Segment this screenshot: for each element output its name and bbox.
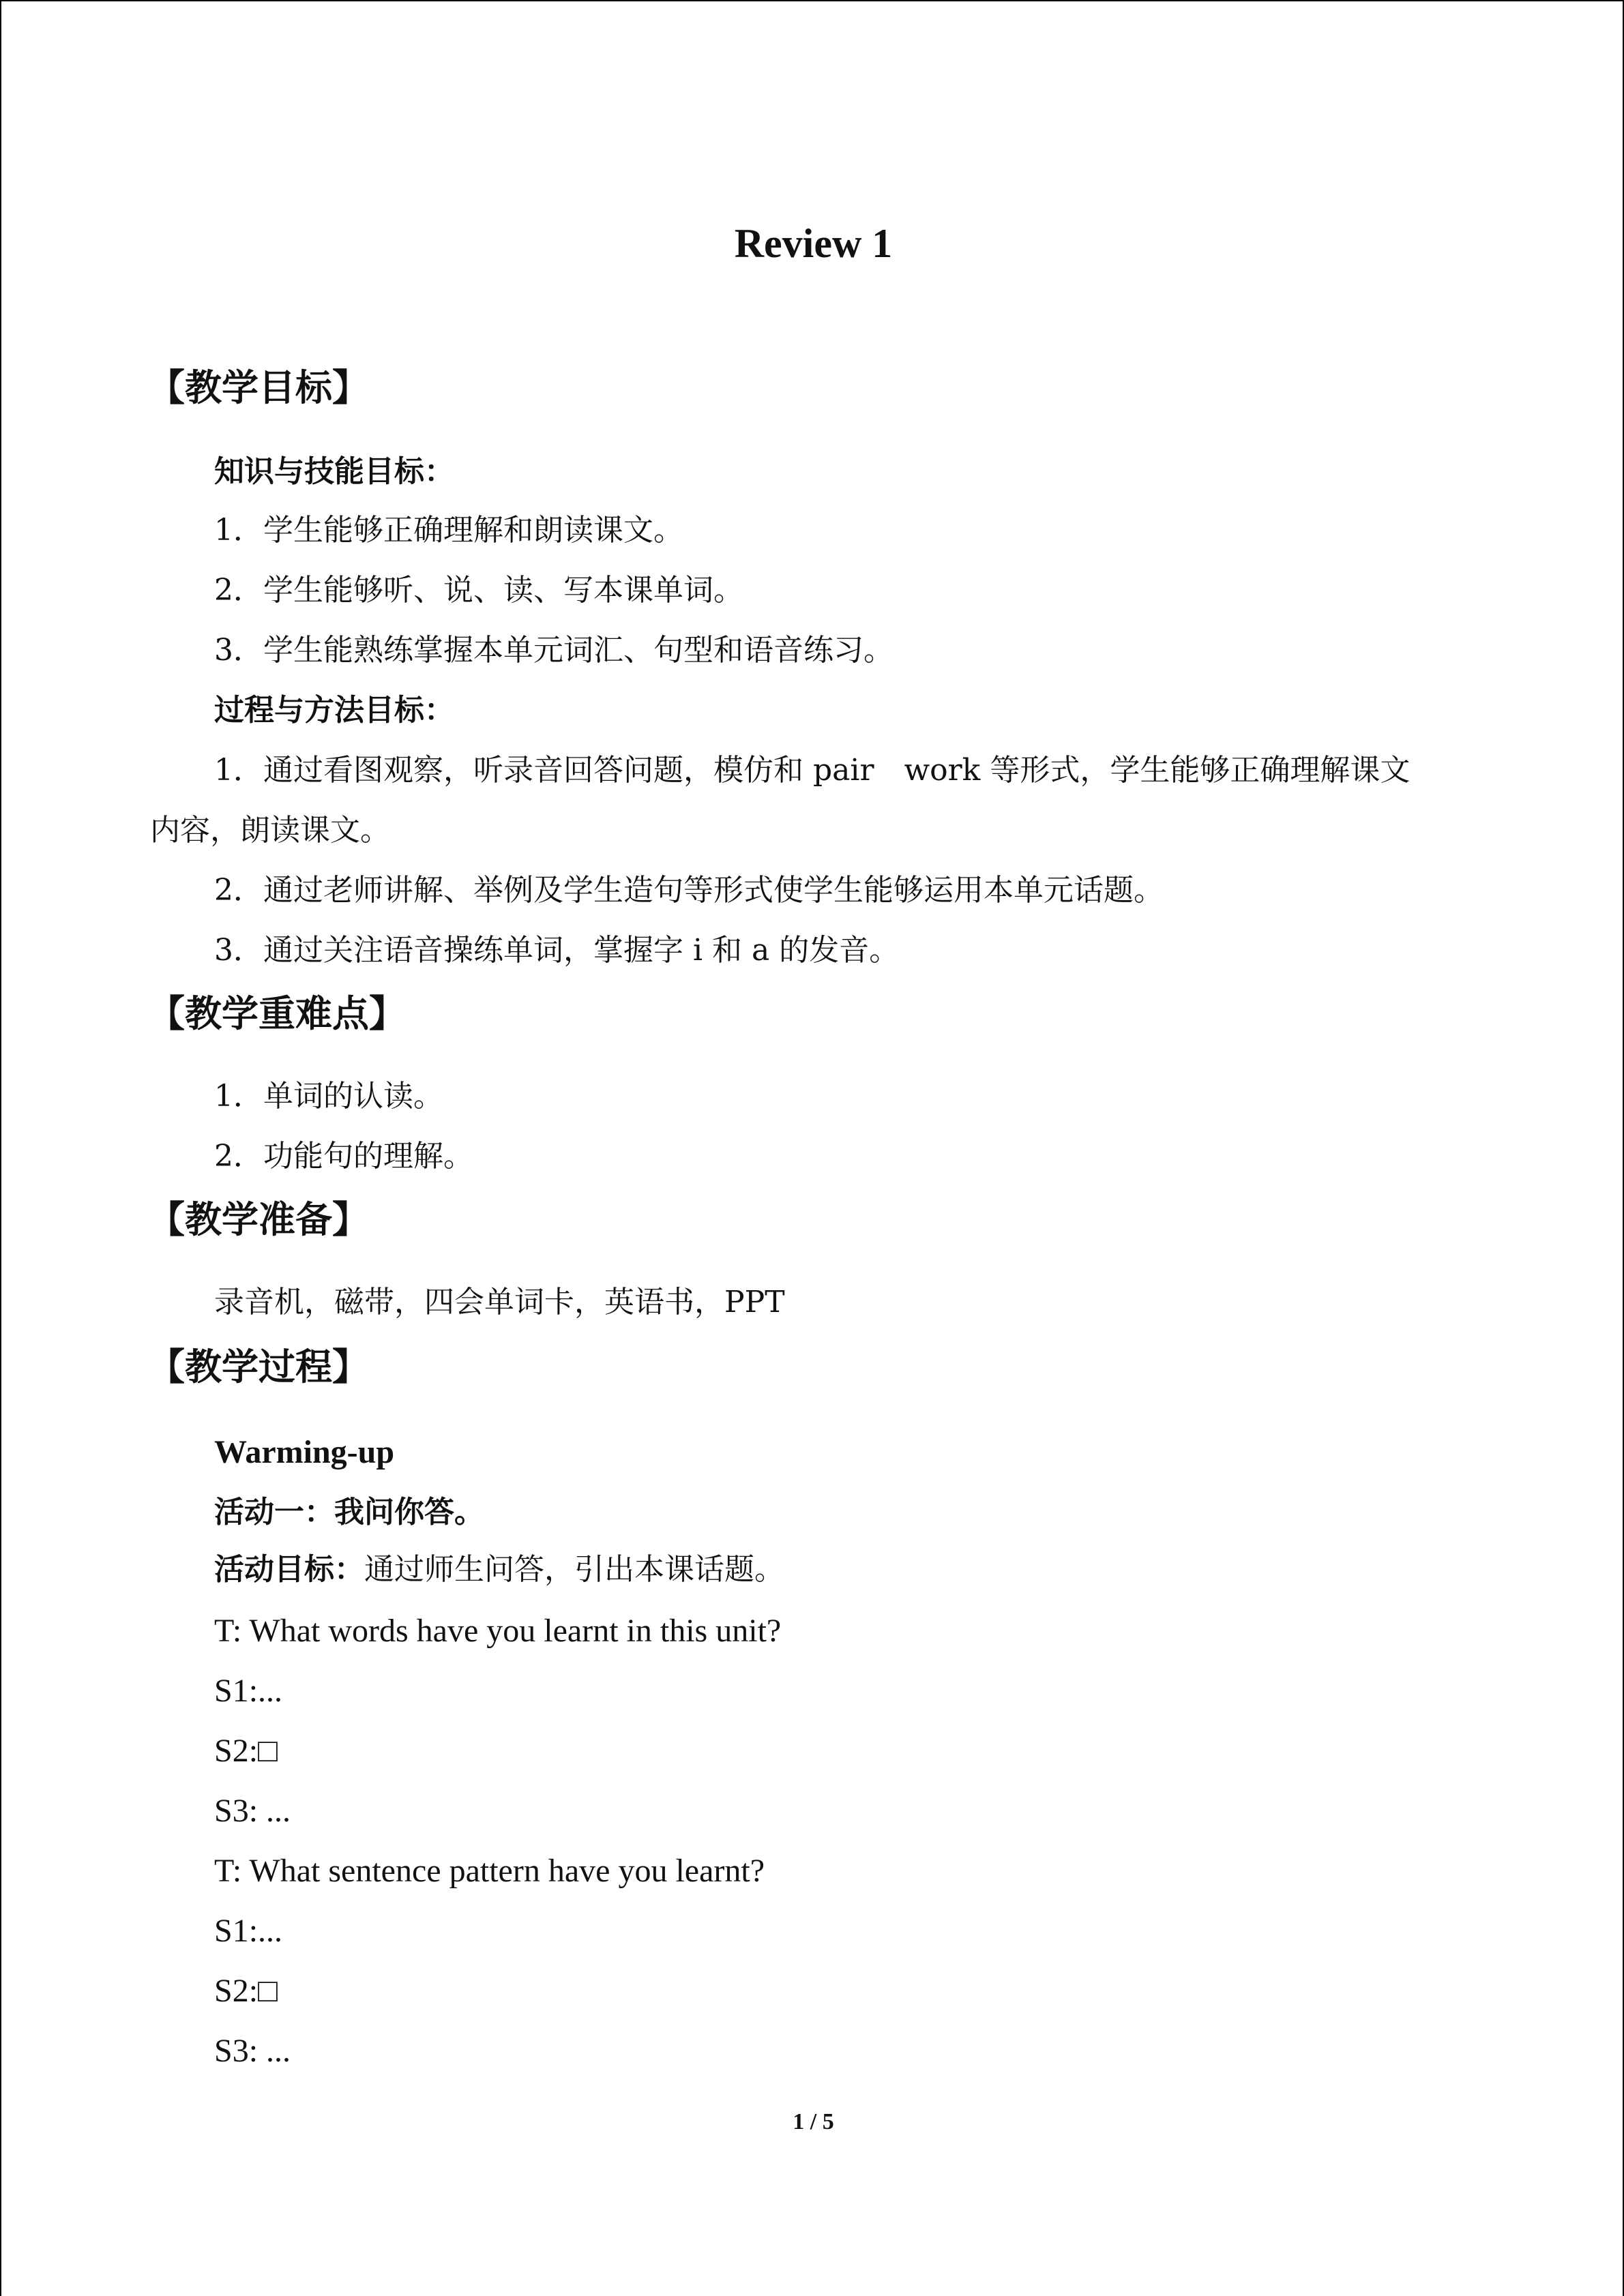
dialogue-line: S3: ... — [214, 1793, 291, 1829]
knowledge-item: 1．学生能够正确理解和朗读课文。 — [214, 513, 683, 548]
objectives-heading: 【教学目标】 — [148, 366, 369, 409]
dialogue-line: T: What sentence pattern have you learnt? — [214, 1853, 765, 1889]
dialogue-line: S3: ... — [214, 2033, 291, 2069]
dialogue-line: S1:... — [214, 1673, 283, 1709]
knowledge-heading: 知识与技能目标： — [214, 454, 454, 489]
process-item-3: 3．通过关注语音操练单词，掌握字 i 和 a 的发音。 — [214, 933, 900, 968]
keypoints-heading: 【教学重难点】 — [148, 992, 406, 1035]
process-heading: 过程与方法目标： — [214, 693, 454, 728]
document-title: Review 1 — [734, 221, 893, 266]
process-item-2: 2．通过老师讲解、举例及学生造句等形式使学生能够运用本单元话题。 — [214, 873, 1164, 908]
activity1-goal — [214, 1544, 784, 1596]
procedure-heading: 【教学过程】 — [148, 1345, 369, 1388]
dialogue-line: T: What words have you learnt in this unit? — [214, 1613, 782, 1649]
keypoint-item: 1．单词的认读。 — [214, 1079, 443, 1114]
dialogue-line: S2:□ — [214, 1733, 278, 1769]
dialogue-line: S2:□ — [214, 1973, 278, 2009]
warmup-label: Warming-up — [214, 1434, 395, 1470]
knowledge-item: 2．学生能够听、说、读、写本课单词。 — [214, 573, 743, 608]
process-item-1-line-1: 1．通过看图观察，听录音回答问题，模仿和 pair work 等形式，学生能够正确理解课文 — [214, 753, 1411, 788]
activity1-goal-text: 通过师生问答，引出本课话题。 — [364, 1552, 784, 1587]
prep-heading: 【教学准备】 — [148, 1198, 369, 1241]
page-number: 1 / 5 — [793, 2109, 834, 2134]
keypoint-item: 2．功能句的理解。 — [214, 1139, 473, 1174]
activity1-goal-label: 活动目标： — [214, 1552, 364, 1587]
process-item-1-line-2: 内容，朗读课文。 — [150, 813, 390, 848]
prep-text: 录音机，磁带，四会单词卡，英语书，PPT — [214, 1285, 785, 1320]
activity1-title: 活动一：我问你答。 — [214, 1495, 484, 1530]
knowledge-item: 3．学生能熟练掌握本单元词汇、句型和语音练习。 — [214, 633, 894, 668]
dialogue-line: S1:... — [214, 1913, 283, 1949]
